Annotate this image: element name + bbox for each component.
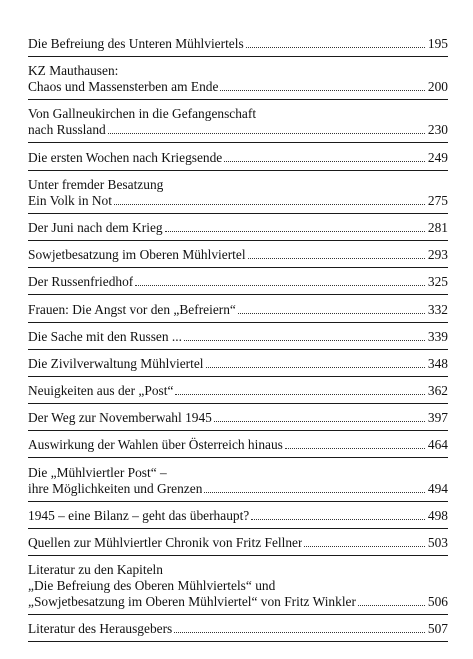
toc-page-number: 200 [427, 79, 448, 95]
toc-entry [28, 410, 448, 431]
toc-entry-title: Sowjetbesatzung im Oberen Mühlviertel [28, 247, 246, 263]
toc-page-number: 293 [427, 247, 448, 263]
toc-entry [28, 220, 448, 241]
toc-page-number: 325 [427, 274, 448, 290]
dot-leader [114, 204, 425, 205]
toc-page-number: 281 [427, 219, 448, 235]
dot-leader [246, 47, 425, 48]
toc-entry [28, 465, 448, 502]
dot-leader [224, 161, 425, 162]
toc-entry [28, 508, 448, 529]
toc-page-number: 362 [427, 383, 448, 399]
dot-leader [358, 605, 425, 606]
toc-entry-title: Die ersten Wochen nach Kriegsende [28, 149, 223, 165]
toc-entry-line [28, 247, 448, 263]
toc-entry-line [28, 437, 448, 453]
toc-entry [28, 383, 448, 404]
dot-leader [251, 519, 425, 520]
toc-entry [28, 150, 448, 171]
toc-entry [28, 302, 448, 323]
toc-entry-line [28, 535, 448, 551]
toc-entry-title: Quellen zur Mühlviertler Chronik von Fritz Fellner [28, 535, 303, 550]
toc-entry-line [28, 383, 448, 399]
toc-entry-title: Von Gallneukirchen in die Gefangenschaft [28, 106, 257, 122]
toc-entry-title: 1945 – eine Bilanz – geht das überhaupt? [28, 507, 250, 523]
toc-entry-line [28, 465, 448, 481]
toc-entry-line [28, 562, 448, 578]
toc-entry-line [28, 594, 448, 610]
toc-entry-line [28, 36, 448, 52]
toc-entry-title: Chaos und Massensterben am Ende [28, 79, 219, 95]
dot-leader [108, 133, 425, 134]
toc-entry-title: „Die Befreiung des Oberen Mühlviertels“ und [28, 578, 276, 594]
toc-entry-line [28, 302, 448, 318]
toc-entry-title: Neuigkeiten aus der „Post“ [28, 383, 174, 399]
toc-entry-title: Der Juni nach dem Krieg [28, 219, 163, 235]
toc-page-number: 275 [427, 192, 448, 208]
toc-entry-line [28, 79, 448, 95]
toc-entry-title: Unter fremder Besatzung [28, 176, 164, 192]
toc-entry-line [28, 274, 448, 290]
toc-entry [28, 621, 448, 642]
toc-entry-line [28, 106, 448, 122]
dot-leader [175, 394, 425, 395]
toc-entry-title: Auswirkung der Wahlen über Österreich hinaus [28, 437, 283, 453]
toc-entry-title: „Sowjetbesatzung im Oberen Mühlviertel“ von Fritz Winkler [28, 594, 356, 610]
toc-page-number: 397 [427, 410, 448, 426]
toc-page-number: 503 [427, 535, 448, 550]
toc-entry [28, 63, 448, 100]
toc-page-number: 332 [427, 301, 448, 317]
toc-entry-line [28, 122, 448, 138]
toc-page-number: 494 [427, 480, 448, 496]
toc-page-number: 339 [427, 328, 448, 344]
toc-page-number: 498 [427, 507, 448, 523]
toc-entry-line [28, 150, 448, 166]
toc-entry-title: Die Befreiung des Unteren Mühlviertels [28, 36, 244, 51]
toc-page-number: 348 [427, 355, 448, 371]
toc-entry-title: Der Russenfriedhof [28, 274, 134, 290]
toc-page-number: 249 [427, 149, 448, 165]
dot-leader [214, 421, 425, 422]
toc-page-number: 230 [427, 122, 448, 138]
toc-entry-title: Die Sache mit den Russen ... [28, 328, 182, 344]
toc-entry-title: nach Russland [28, 122, 106, 138]
toc-entry-title: Die „Mühlviertler Post“ – [28, 464, 167, 480]
toc-entry-line [28, 220, 448, 236]
toc-entry-title: KZ Mauthausen: [28, 63, 119, 79]
toc-entry [28, 356, 448, 377]
dot-leader [206, 367, 425, 368]
dot-leader [304, 546, 424, 547]
dot-leader [135, 285, 425, 286]
dot-leader [174, 632, 425, 633]
toc-entry [28, 437, 448, 458]
toc-entry-line [28, 193, 448, 209]
toc-entry [28, 329, 448, 350]
toc-entry [28, 177, 448, 214]
toc-entry-line [28, 481, 448, 497]
toc-entry-title: Frauen: Die Angst vor den „Befreiern“ [28, 301, 236, 317]
toc-entry-title: Literatur des Herausgebers [28, 621, 173, 637]
toc-entry-line [28, 329, 448, 345]
table-of-contents [28, 36, 448, 642]
toc-entry-line [28, 177, 448, 193]
toc-entry [28, 562, 448, 615]
toc-entry-title: Der Weg zur Novemberwahl 1945 [28, 410, 212, 426]
toc-page-number: 507 [427, 621, 448, 637]
toc-entry [28, 247, 448, 268]
toc-entry [28, 274, 448, 295]
toc-entry-line [28, 508, 448, 524]
dot-leader [248, 258, 425, 259]
toc-entry-title: Literatur zu den Kapiteln [28, 562, 163, 578]
toc-entry [28, 535, 448, 556]
toc-entry [28, 36, 448, 57]
dot-leader [285, 448, 425, 449]
toc-entry-title: Ein Volk in Not [28, 192, 112, 208]
toc-entry [28, 106, 448, 143]
dot-leader [220, 90, 425, 91]
toc-entry-line [28, 621, 448, 637]
toc-page-number: 464 [427, 437, 448, 453]
toc-entry-line [28, 63, 448, 79]
toc-entry-title: Die Zivilverwaltung Mühlviertel [28, 355, 204, 371]
dot-leader [165, 231, 425, 232]
toc-page-number: 195 [427, 36, 448, 51]
dot-leader [204, 492, 425, 493]
dot-leader [238, 313, 425, 314]
toc-page-number: 506 [427, 594, 448, 610]
toc-entry-title: ihre Möglichkeiten und Grenzen [28, 480, 203, 496]
toc-entry-line [28, 410, 448, 426]
toc-entry-line [28, 578, 448, 594]
toc-entry-line [28, 356, 448, 372]
dot-leader [184, 340, 425, 341]
